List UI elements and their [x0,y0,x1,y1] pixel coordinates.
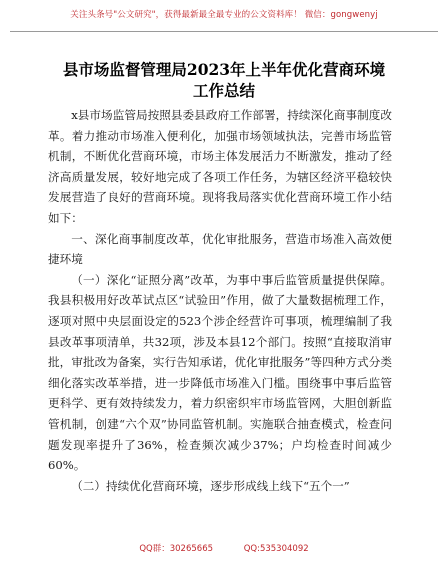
document-body [48,105,392,496]
document-title-line2: 工作总结 [192,81,255,100]
section-heading: 一、深化商事制度改革，优化审批服务，营造市场准入高效便捷环境 [48,231,392,267]
body-paragraph: （二）持续优化营商环境，逐步形成线上线下“五个一” [71,478,350,493]
body-paragraph: （一）深化“证照分离”改革，为事中事后监管质量提供保障。我县积极用好改革试点区“试验田”作用，做了大量数据梳理工作，逐项对照中央层面设定的523个涉企经营许可事项，梳理编制了我县改革事项清单，共32项，涉及本县12个部门。按照“直接取消审批，审批改为备案，实行告知承诺，优化审批服务”等四种方式分类细化落实改革举措，进一步降低市场准入门槛。围绕事中事后监管更科学、更有效持续发力，着力织密织牢市场监管网，大胆创新监管机制，创建“六个双”协同监管机制。实施联合抽查模式，检查问题发现率提升了36%，检查频次减少37%；户均检查时间减少60%。 [48,272,392,473]
header-divider [10,31,438,32]
document-title: 县市场监督管理局2023年上半年优化营商环境 [62,60,386,79]
footer-qq: QQ:535304092 [243,544,309,554]
header-banner: 关注头条号"公文研究"，获得最新最全最专业的公文资料库！ 微信：gongwenyj [70,10,378,20]
footer-qq-group: QQ群：30265665 [139,544,214,554]
intro-paragraph: x县市场监管局按照县委县政府工作部署，持续深化商事制度改革。着力推动市场准入便利化，加强市场领域执法，完善市场监管机制，不断优化营商环境，市场主体发展活力不断激发，推动了经济高质量发展，较好地完成了各项工作任务，为辖区经济平稳较快发展营造了良好的营商环境。现将我局落实优化营商环境工作小结如下： [48,108,392,225]
footer [0,542,448,554]
